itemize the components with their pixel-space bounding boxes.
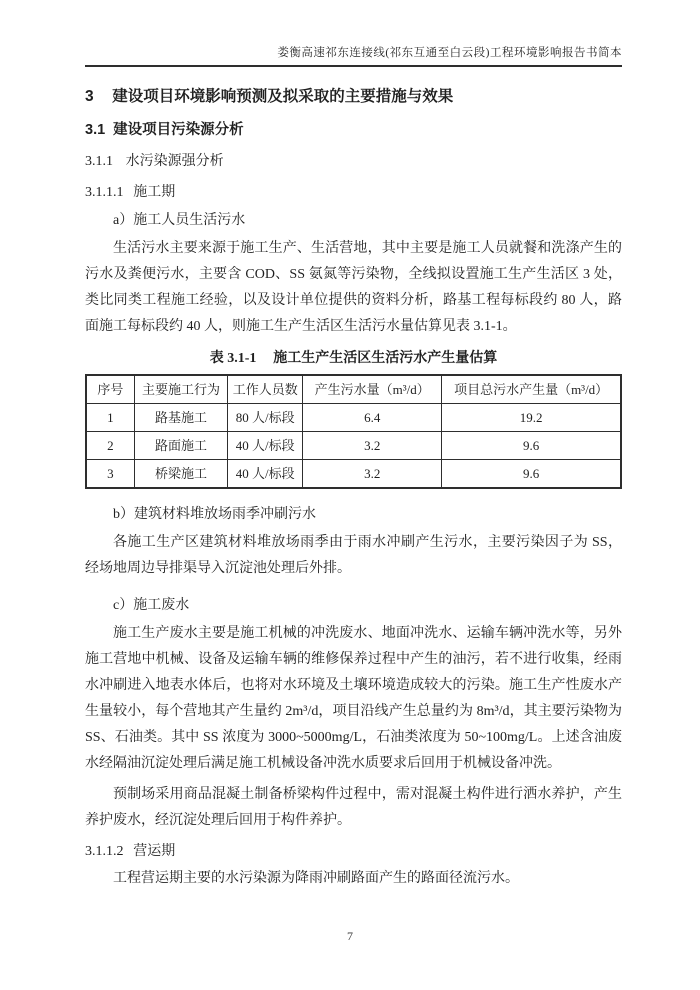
cell-activity: 桥梁施工 (134, 460, 228, 489)
col-header-workers: 工作人员数 (228, 375, 303, 404)
cell-total-volume: 9.6 (442, 432, 621, 460)
heading-title: 建设项目环境影响预测及拟采取的主要措施与效果 (112, 88, 454, 105)
page-header-text: 娄衡高速祁东连接线(祁东互通至白云段)工程环境影响报告书简本 (277, 47, 622, 59)
cell-activity: 路面施工 (134, 432, 228, 460)
paragraph-construction-wastewater: 施工生产废水主要是施工机械的冲洗废水、地面冲洗水、运输车辆冲洗水等，另外施工营地中机械、设备及运输车辆的维修保养过程中产生的油污，若不进行收集，经雨水冲刷进入地表水体后，也将对水环境及土壤环境造成较大的污染。施工生产性废水产生量较小，每个营地其产生量约 2m³/d，项目沿线产生总量约为 8m³/d，其主要污染物为 SS、石油类。其中 SS 浓度为 3000~5000mg/L，石油类浓度为 50~100mg/L。上述含油废水经隔油沉淀处理后满足施工机械设备冲洗水质要求后回用于机械设备冲洗。 (85, 626, 622, 771)
heading-title: 施工期 (133, 185, 176, 200)
heading-section-3-1-1-1 (85, 183, 622, 202)
cell-total-volume: 19.2 (442, 404, 621, 432)
page-number: 7 (347, 929, 353, 943)
heading-section-3-1-1-2 (85, 842, 622, 861)
table-header-row (86, 375, 621, 404)
cell-workers: 40 人/标段 (228, 432, 303, 460)
heading-section-3 (85, 87, 622, 107)
heading-number: 3.1 (85, 122, 106, 138)
table-caption (85, 349, 622, 368)
paragraph-precast-yard: 预制场采用商品混凝土制备桥梁构件过程中，需对混凝土构件进行洒水养护，产生养护废水，经沉淀处理后回用于构件养护。 (85, 787, 622, 828)
heading-title: 建设项目污染源分析 (113, 122, 244, 138)
cell-index: 1 (86, 404, 134, 432)
heading-title: 水污染源强分析 (125, 154, 224, 169)
heading-number: 3 (85, 88, 94, 105)
paragraph-operation-period: 工程营运期主要的水污染源为降雨冲刷路面产生的路面径流污水。 (113, 871, 519, 886)
table-row (86, 404, 621, 432)
table-caption-label: 表 3.1-1 (209, 351, 257, 366)
sewage-estimate-table (85, 374, 622, 489)
col-header-total-volume: 项目总污水产生量（m³/d） (442, 375, 621, 404)
page-header (85, 46, 622, 67)
cell-workers: 40 人/标段 (228, 460, 303, 489)
cell-index: 2 (86, 432, 134, 460)
heading-number: 3.1.1.2 (85, 844, 124, 859)
paragraph-domestic-sewage: 生活污水主要来源于施工生产、生活营地，其中主要是施工人员就餐和洗涤产生的污水及粪便污水，主要含 COD、SS 氨氮等污染物，全线拟设置施工生产生活区 3 处，类比同类工程施工经验，以及设计单位提供的资料分析，路基工程每标段约 80 人，路面施工每标段约 40 人，则施工生产生活区生活污水量估算见表 3.1-1。 (85, 241, 622, 334)
heading-section-3-1-1 (85, 152, 622, 171)
heading-title: 营运期 (133, 844, 176, 859)
col-header-index: 序号 (86, 375, 134, 404)
cell-index: 3 (86, 460, 134, 489)
list-item-c-construction-wastewater: c）施工废水 (113, 598, 190, 613)
heading-number: 3.1.1 (85, 154, 113, 169)
cell-sewage-volume: 6.4 (303, 404, 442, 432)
cell-activity: 路基施工 (134, 404, 228, 432)
col-header-activity: 主要施工行为 (134, 375, 228, 404)
heading-section-3-1 (85, 121, 622, 140)
cell-total-volume: 9.6 (442, 460, 621, 489)
table-caption-title: 施工生产生活区生活污水产生量估算 (273, 351, 498, 366)
cell-sewage-volume: 3.2 (303, 432, 442, 460)
table-row (86, 460, 621, 489)
list-item-b-rain-washing: b）建筑材料堆放场雨季冲刷污水 (113, 507, 316, 522)
paragraph-rain-washing: 各施工生产区建筑材料堆放场雨季由于雨水冲刷产生污水，主要污染因子为 SS，经场地周边导排渠导入沉淀池处理后外排。 (85, 535, 622, 576)
list-item-a-domestic-sewage: a）施工人员生活污水 (113, 213, 246, 228)
col-header-sewage-volume: 产生污水量（m³/d） (303, 375, 442, 404)
table-row (86, 432, 621, 460)
cell-workers: 80 人/标段 (228, 404, 303, 432)
heading-number: 3.1.1.1 (85, 185, 124, 200)
cell-sewage-volume: 3.2 (303, 460, 442, 489)
